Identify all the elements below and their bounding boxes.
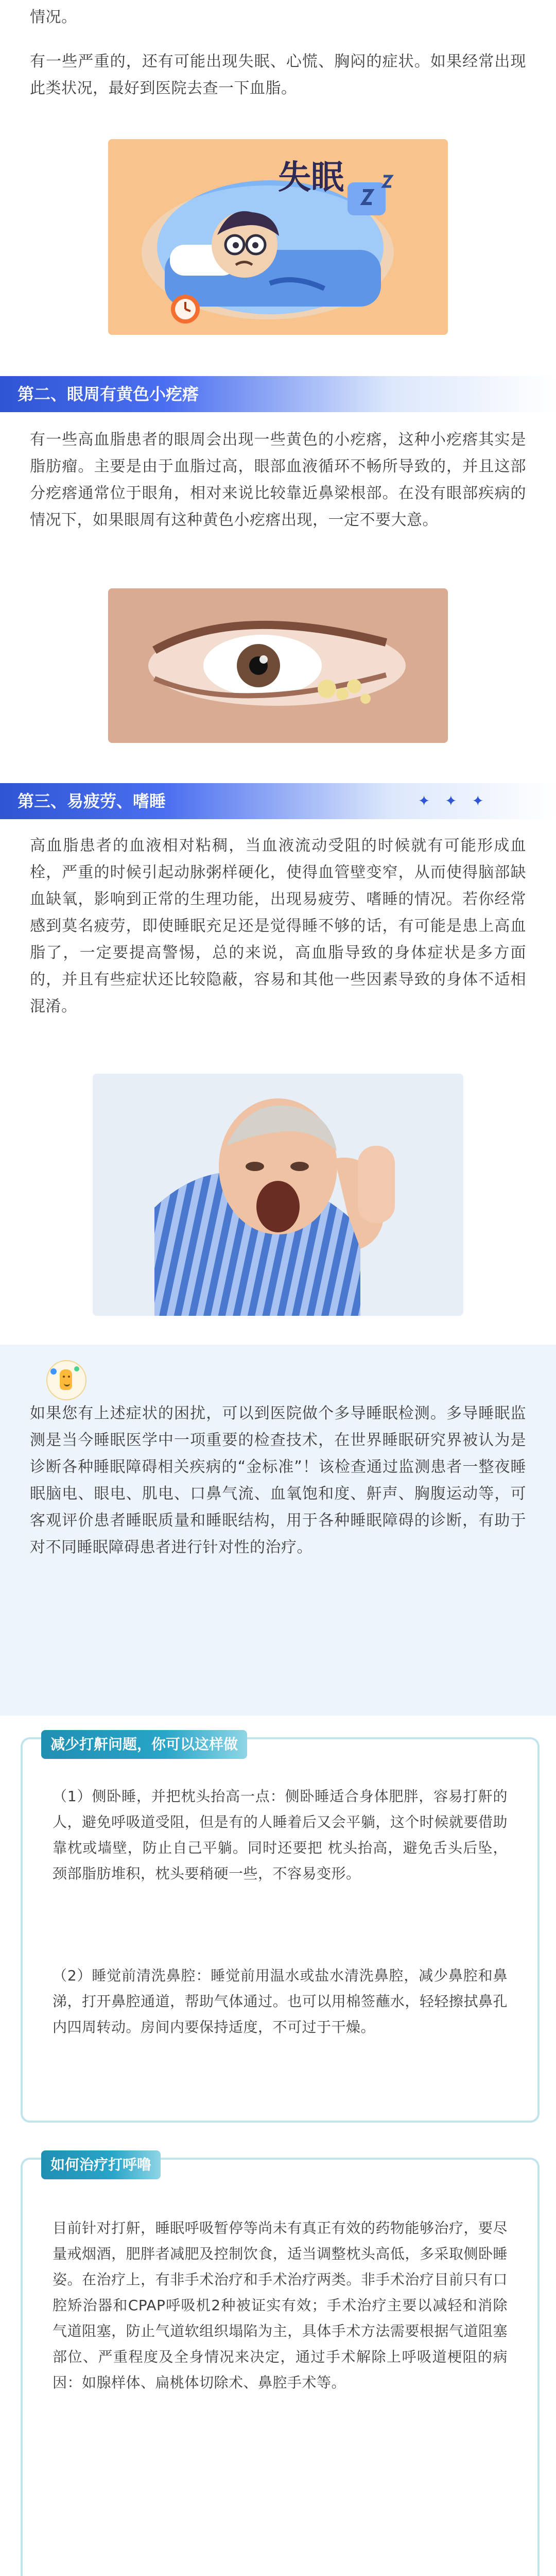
- tip-1-item-2: （2）睡觉前清洗鼻腔：睡觉前用温水或盐水清洗鼻腔，减少鼻腔和鼻涕，打开鼻腔通道，帮助气体通过。也可以用棉签蘸水，轻轻擦拭鼻孔内四周转动。房间内要保持适度，不可过于干燥。: [53, 1967, 508, 2036]
- callout-body: 如果您有上述症状的困扰，可以到医院做个多导睡眠检测。多导睡眠监测是当今睡眠医学中一项重要的检查技术，在世界睡眠研究界被认为是诊断各种睡眠障碍相关疾病的“金标准”！该检查通过监测患者一整夜睡眠脑电、眼电、肌电、口鼻气流、血氧饱和度、鼾声、胸腹运动等，可客观评价患者睡眠质量和睡眠结构，用于各种睡眠障碍的诊断，有助于对不同睡眠障碍患者进行针对性的治疗。: [30, 1404, 526, 1556]
- tip-2-body: 目前针对打鼾，睡眠呼吸暂停等尚未有真正有效的药物能够治疗，要尽量戒烟酒，肥胖者减肥及控制饮食，适当调整枕头高低，多采取侧卧睡姿。在治疗上，有非手术治疗和手术治疗两类。非手术治疗目前只有口腔矫治器和CPAP呼吸机2种被证实有效；手术治疗主要以减轻和消除气道阻塞，防止气道软组织塌陷为主，具体手术方法需要根据气道阻塞部位、严重程度及全身情况来决定，通过手术解除上呼吸道梗阻的病因：如腺样体、扁桃体切除术、鼻腔手术等。: [53, 2219, 508, 2391]
- insomnia-illustration: [108, 139, 448, 335]
- speaker-icon: [46, 1360, 86, 1400]
- section-2-bar: [0, 376, 556, 412]
- section-3-bar: [0, 783, 556, 819]
- section-2-title: 第二、眼周有黄色小疙瘩: [18, 384, 199, 404]
- section-3-title: 第三、易疲劳、嗜睡: [18, 791, 166, 811]
- eye-xanthelasma-image: [108, 588, 448, 743]
- tip-2-tag: 如何治疗打呼噜: [41, 2150, 161, 2179]
- tip-1-item-1: （1）侧卧睡，并把枕头抬高一点：侧卧睡适合身体肥胖，容易打鼾的人，避免呼吸道受阻，但是有的人睡着后又会平躺，这个时候就要借助靠枕或墙壁，防止自己平躺。同时还要把 枕头抬高，避免舌头后坠，颈部脂肪堆积，枕头要稍硬一些，不容易变形。: [53, 1788, 508, 1882]
- tired-man-image: [93, 1074, 463, 1316]
- section-2-body: 有一些高血脂患者的眼周会出现一些黄色的小疙瘩，这种小疙瘩其实是脂肪瘤。主要是由于血脂过高，眼部血液循环不畅所导致的，并且这部分疙瘩通常位于眼角，相对来说比较靠近鼻梁根部。在没有眼部疾病的情况下，如果眼周有这种黄色小疙瘩出现，一定不要大意。: [30, 431, 526, 529]
- tip-box-2: [21, 2158, 540, 2576]
- tip-1-tag: 减少打鼾问题，你可以这样做: [41, 1730, 247, 1759]
- section-3-body: 高血脂患者的血液相对粘稠，当血液流动受阻的时候就有可能形成血栓，严重的时候引起动脉粥样硬化，使得血管壁变窄，从而使得脑部缺血缺氧，影响到正常的生理功能，出现易疲劳、嗜睡的情况。若你经常感到莫名疲劳，即使睡眠充足还是觉得睡不够的话，有可能是患上高血脂了，一定要提高警惕，总的来说，高血脂导致的身体症状是多方面的，并且有些症状还比较隐蔽，容易和其他一些因素导致的身体不适相混淆。: [30, 837, 526, 1015]
- star-icon: ✦ ✦ ✦: [418, 792, 489, 809]
- callout-panel: [0, 1345, 556, 1716]
- intro-line: 情况。: [30, 8, 77, 26]
- image-1-title: 失眠: [278, 159, 344, 197]
- paragraph-1: 有一些严重的，还有可能出现失眠、心慌、胸闷的症状。如果经常出现此类状况，最好到医院去查一下血脂。: [30, 53, 526, 97]
- tip-box-1: [21, 1737, 540, 2123]
